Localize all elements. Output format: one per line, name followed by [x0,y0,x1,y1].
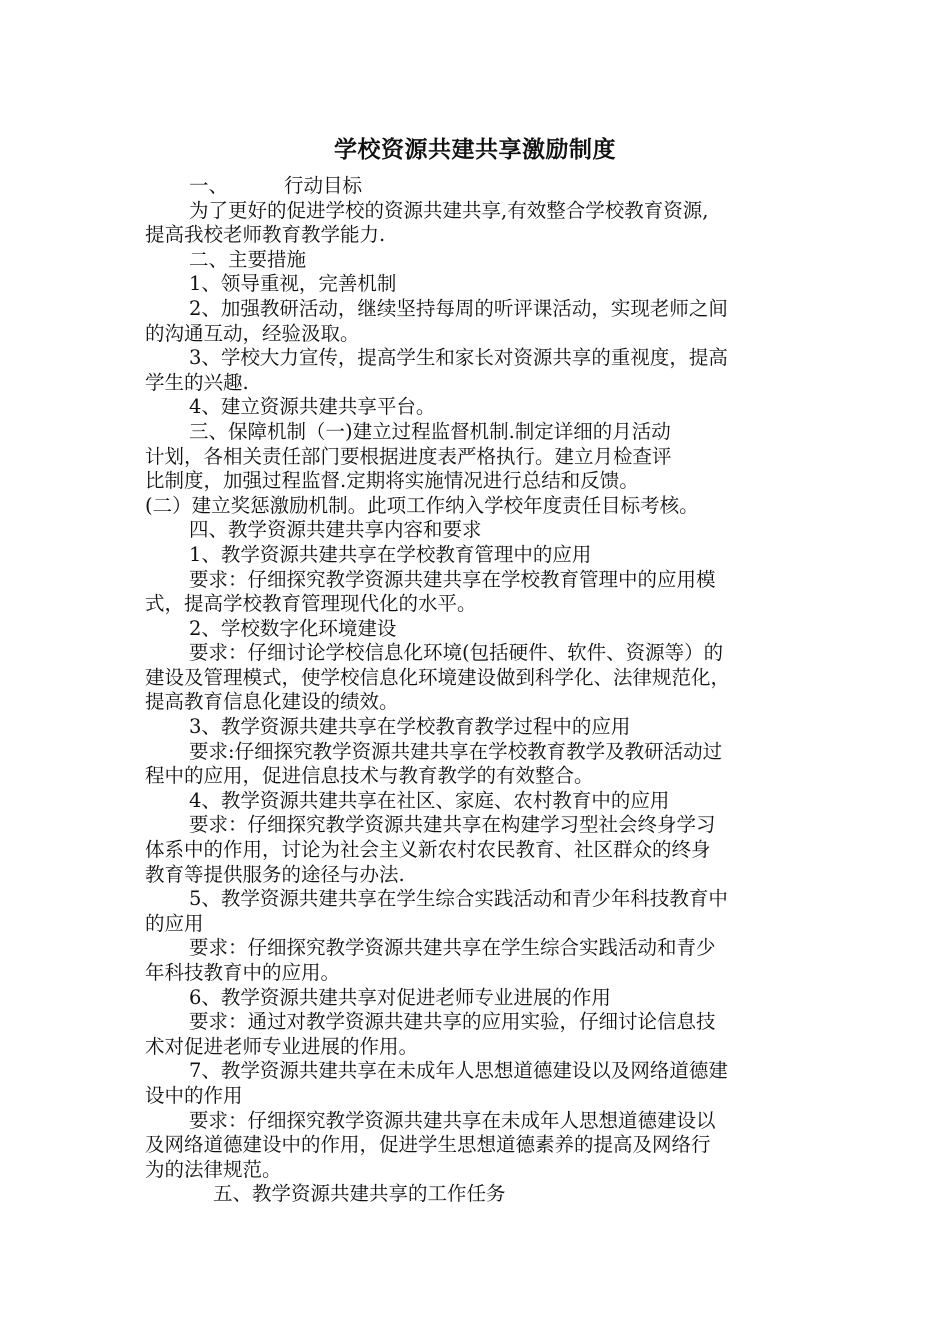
text-line: 3、学校大力宣传，提高学生和家长对资源共享的重视度，提高 [189,346,728,370]
text-line: 要求：仔细探究教学资源共建共享在学校教育管理中的应用模 [189,567,716,591]
text-line: 2、学校数字化环境建设 [189,616,397,640]
text-line: 2、加强教研活动，继续坚持每周的听评课活动，实现老师之间 [189,296,728,320]
text-line: 式，提高学校教育管理现代化的水平。 [145,592,477,616]
text-line: 年科技教育中的应用。 [145,961,341,984]
section-heading: 行动目标 [284,174,363,197]
text-line: 教育等提供服务的途径与办法. [145,862,405,886]
text-line: 五、教学资源共建共享的工作任务 [213,1182,506,1206]
text-line: 四、教学资源共建共享内容和要求 [189,518,482,542]
document-title: 学校资源共建共享激励制度 [334,137,616,163]
text-line: 体系中的作用，讨论为社会主义新农村农民教育、社区群众的终身 [145,838,711,862]
text-line: 要求：仔细讨论学校信息化环境(包括硬件、软件、资源等）的 [189,641,724,665]
text-line: 1、领导重视，完善机制 [189,272,397,296]
text-line: 三、保障机制（一)建立过程监督机制.制定详细的月活动 [189,419,671,443]
text-line: 为的法律规范。 [145,1157,282,1181]
text-line: 提高我校老师教育教学能力. [145,223,386,247]
text-line: 二、主要措施 [189,247,307,271]
text-line: 4、教学资源共建共享在社区、家庭、农村教育中的应用 [189,788,670,812]
text-line: (二）建立奖惩激励机制。此项工作纳入学校年度责任目标考核。 [145,493,699,517]
text-line: 比制度，加强过程监督.定期将实施情况进行总结和反馈。 [145,469,639,493]
section-number: 一、 [189,174,229,197]
text-line: 6、教学资源共建共享对促进老师专业进展的作用 [189,985,611,1009]
text-line: 要求：通过对教学资源共建共享的应用实验，仔细讨论信息技 [189,1010,716,1034]
text-line: 计划，各相关责任部门要根据进度表严格执行。建立月检查评 [145,444,672,468]
text-line: 5、教学资源共建共享在学生综合实践活动和青少年科技教育中 [189,887,728,911]
text-line: 要求：仔细探究教学资源共建共享在未成年人思想道德建设以 [189,1108,716,1132]
text-line: 及网络道德建设中的作用，促进学生思想道德素养的提高及网络行 [145,1133,711,1157]
text-line: 提高教育信息化建设的绩效。 [145,690,399,714]
text-line: 建设及管理模式，使学校信息化环境建设做到科学化、法律规范化， [145,665,731,689]
text-line: 程中的应用，促进信息技术与教育教学的有效整合。 [145,764,594,788]
text-line: 要求:仔细探究教学资源共建共享在学校教育教学及教研活动过 [189,739,723,763]
text-line: 学生的兴趣. [145,370,249,394]
text-line: 设中的作用 [145,1083,243,1107]
document-body [145,174,817,1207]
text-line: 的沟通互动，经验汲取。 [145,321,360,345]
text-line: 的应用 [145,911,204,935]
text-line: 4、建立资源共建共享平台。 [189,395,436,419]
text-line: 要求：仔细探究教学资源共建共享在构建学习型社会终身学习 [189,813,716,837]
text-line: 要求：仔细探究教学资源共建共享在学生综合实践活动和青少 [189,936,716,960]
text-line: 7、教学资源共建共享在未成年人思想道德建设以及网络道德建 [189,1059,728,1083]
text-line: 为了更好的促进学校的资源共建共享,有效整合学校教育资源, [189,198,709,222]
text-line: 1、教学资源共建共享在学校教育管理中的应用 [189,542,592,566]
text-line: 3、教学资源共建共享在学校教育教学过程中的应用 [189,715,631,739]
text-line: 术对促进老师专业进展的作用。 [145,1034,419,1058]
text-line [145,174,817,199]
